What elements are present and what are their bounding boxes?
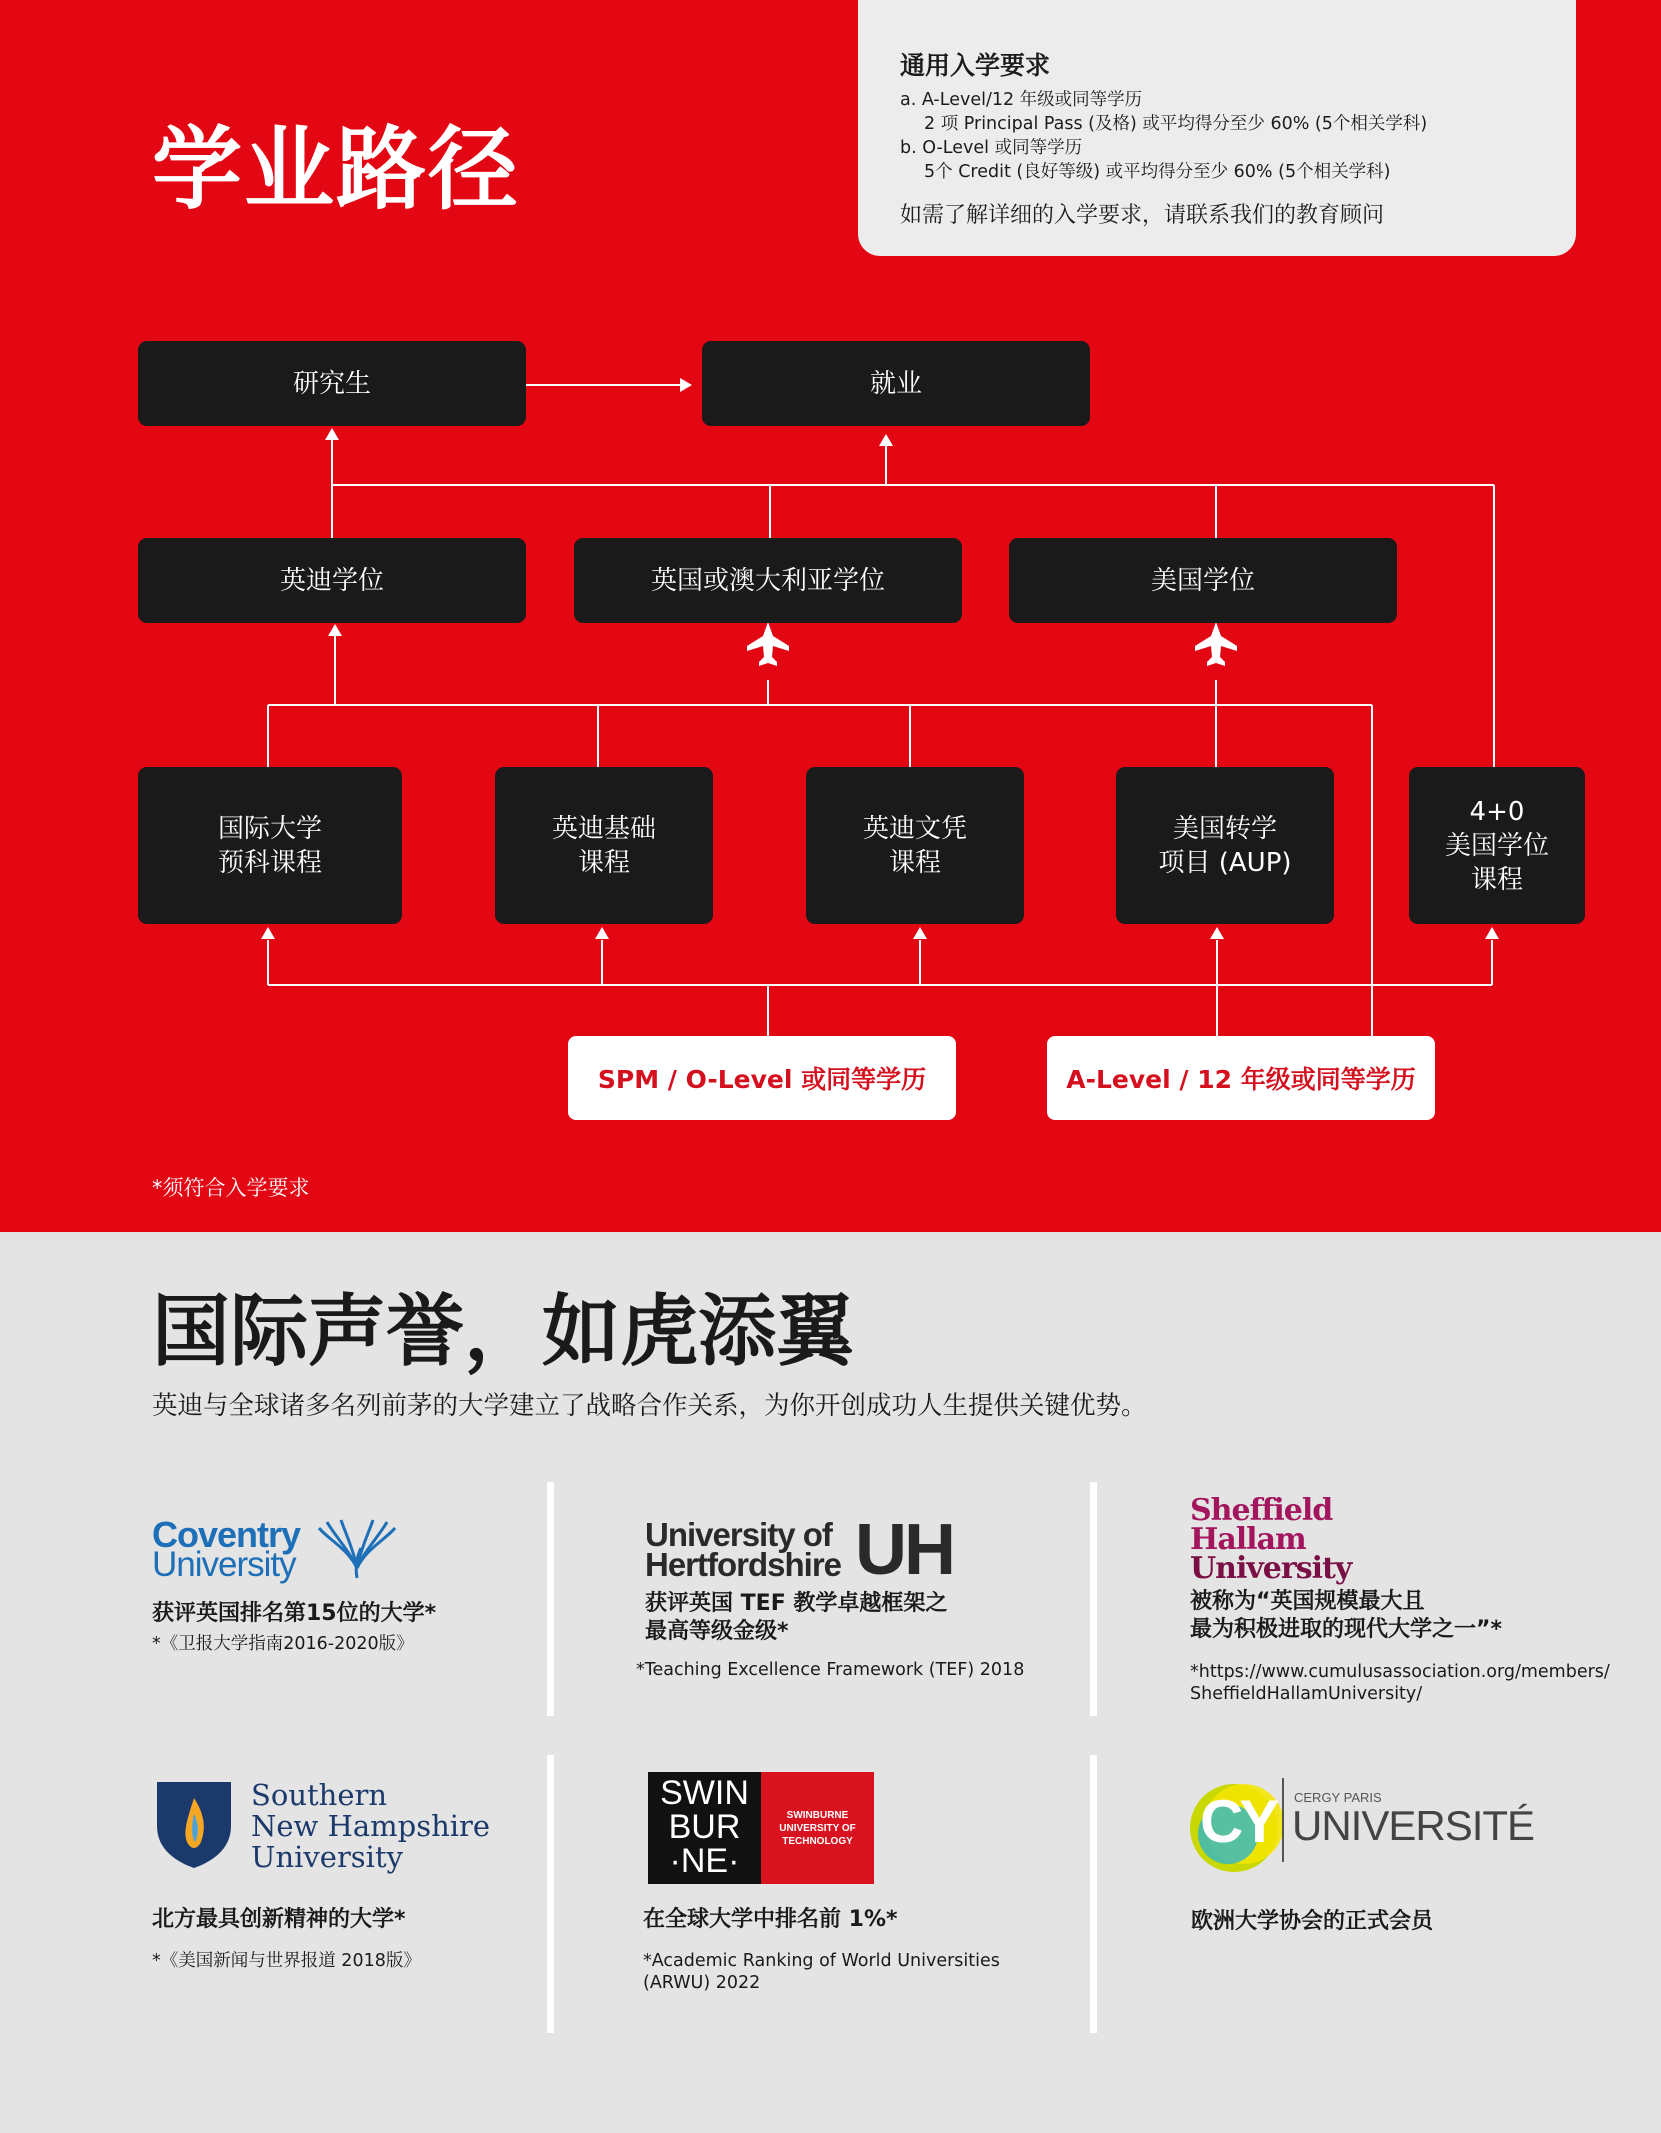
flow-box-postgraduate: 研究生 — [138, 341, 526, 426]
cy-cergy-paris-logo: CY CERGY PARIS UNIVERSITÉ — [1188, 1770, 1518, 1880]
partner-source: *《美国新闻与世界报道 2018版》 — [152, 1951, 421, 1971]
partner-source: *https://www.cumulusassociation.org/members/ SheffieldHallamUniversity/ — [1190, 1662, 1610, 1704]
section-title: 国际声誉，如虎添翼 — [152, 1287, 855, 1377]
flow-box-intl-foundation: 国际大学 预科课程 — [138, 767, 402, 924]
flow-box-aup: 美国转学 项目 (AUP) — [1116, 767, 1334, 924]
partner-claim: 获评英国排名第15位的大学* — [152, 1601, 437, 1626]
flow-box-inti-degree: 英迪学位 — [138, 538, 526, 623]
flow-box-us-degree: 美国学位 — [1009, 538, 1397, 623]
arrow-up-icon — [1210, 927, 1224, 939]
brochure-page: 学业路径 通用入学要求 a. A-Level/12 年级或同等学历 2 项 Principal Pass (及格) 或平均得分至少 60% (5个相关学科) b. O-Level 或同等学历 5个 Credit (良好等级) 或平均得分至少 60% (5个相关学科) 如需了解详细的入学要求，请联系我们的教育顾问 研究生 就业 英迪学位 英国或澳大利亚学位 美国学位 国际大学 预科课程 英迪基础 课程 英迪文凭 课程 美国转学 项目 (AUP) 4+0 美国学位 课程 SPM / O-Level 或同等学历 A-Level / 12 年级或同等学历 *须符合入学要求 国际声誉，如虎添翼 英迪与全球诸多名列前茅的大学建立了战略合作关系，为你开创成功人生提供关键优势。 Coventry University 获评英国排名第15位的大学* *《卫报大学指南2016-2020版》 University of Hertfordshire UH 获评英国 TEF 教学卓越框架之 最高等级金级* *Teaching Excellence Framework (TEF) 2018 Sheffield Hallam University 被称为“英国规模最大且 最为积极进取的现代大学之一”* *https://www.cumulusassociation.org/members/ SheffieldHallamUniversity/ Southern New Hampshire University 北方最具创新精神的大学* *《美国新闻与世界报道 2018版》 SWIN BUR ·NE· SWINBURNE UNIVERSITY OF TECHNOLOGY 在全球大学中排名前 1%* *Academic Ranking of World Universities (ARWU) 2022 CY CERGY PARIS UNIVERSITÉ 欧洲大学协会的正式会员 — [0, 0, 1661, 2133]
partner-source: *《卫报大学指南2016-2020版》 — [152, 1634, 414, 1654]
page-title: 学业路径 — [152, 117, 520, 222]
arrow-up-icon — [328, 624, 342, 636]
swinburne-logo: SWIN BUR ·NE· SWINBURNE UNIVERSITY OF TECHNOLOGY — [648, 1772, 874, 1884]
column-divider — [547, 1482, 554, 1716]
flow-box-diploma: 英迪文凭 课程 — [806, 767, 1024, 924]
entry-box-spm: SPM / O-Level 或同等学历 — [568, 1036, 956, 1120]
arrow-up-icon — [325, 428, 339, 440]
requirements-note: 如需了解详细的入学要求，请联系我们的教育顾问 — [900, 203, 1385, 228]
footnote: *须符合入学要求 — [152, 1176, 310, 1200]
partner-claim: 被称为“英国规模最大且 最为积极进取的现代大学之一”* — [1190, 1589, 1502, 1642]
arrow-up-icon — [595, 927, 609, 939]
phoenix-icon — [317, 1518, 397, 1580]
column-divider — [1090, 1482, 1097, 1716]
requirements-title: 通用入学要求 — [900, 51, 1051, 80]
hertfordshire-logo: University of Hertfordshire UH — [645, 1510, 953, 1590]
coventry-logo: Coventry University — [152, 1520, 300, 1580]
requirement-line: b. O-Level 或同等学历 — [900, 138, 1083, 158]
shield-icon — [155, 1780, 233, 1870]
partner-claim: 获评英国 TEF 教学卓越框架之 最高等级金级* — [645, 1591, 948, 1644]
flow-box-inti-foundation: 英迪基础 课程 — [495, 767, 713, 924]
partner-claim: 北方最具创新精神的大学* — [152, 1907, 406, 1932]
entry-box-alevel: A-Level / 12 年级或同等学历 — [1047, 1036, 1435, 1120]
requirement-line: a. A-Level/12 年级或同等学历 — [900, 90, 1143, 110]
requirement-line: 2 项 Principal Pass (及格) 或平均得分至少 60% (5个相关学科) — [924, 114, 1428, 134]
plane-icon — [1195, 622, 1237, 666]
flow-box-employment: 就业 — [702, 341, 1090, 426]
plane-icon — [747, 622, 789, 666]
arrow-right-icon — [680, 378, 692, 392]
section-subtitle: 英迪与全球诸多名列前茅的大学建立了战略合作关系，为你开创成功人生提供关键优势。 — [152, 1391, 1147, 1421]
partner-claim: 在全球大学中排名前 1%* — [643, 1907, 898, 1932]
arrow-up-icon — [261, 927, 275, 939]
sheffield-hallam-logo: Sheffield Hallam University — [1190, 1493, 1352, 1586]
requirement-line: 5个 Credit (良好等级) 或平均得分至少 60% (5个相关学科) — [924, 162, 1391, 182]
flow-box-uk-au-degree: 英国或澳大利亚学位 — [574, 538, 962, 623]
column-divider — [1090, 1755, 1097, 2033]
partner-source: *Teaching Excellence Framework (TEF) 2018 — [636, 1660, 1025, 1680]
partner-source: *Academic Ranking of World Universities (ARWU) 2022 — [643, 1951, 1000, 1993]
column-divider — [547, 1755, 554, 2033]
arrow-up-icon — [913, 927, 927, 939]
partner-claim: 欧洲大学协会的正式会员 — [1191, 1909, 1434, 1934]
arrow-up-icon — [1485, 927, 1499, 939]
arrow-up-icon — [879, 434, 893, 446]
flow-box-us-4plus0: 4+0 美国学位 课程 — [1409, 767, 1585, 924]
